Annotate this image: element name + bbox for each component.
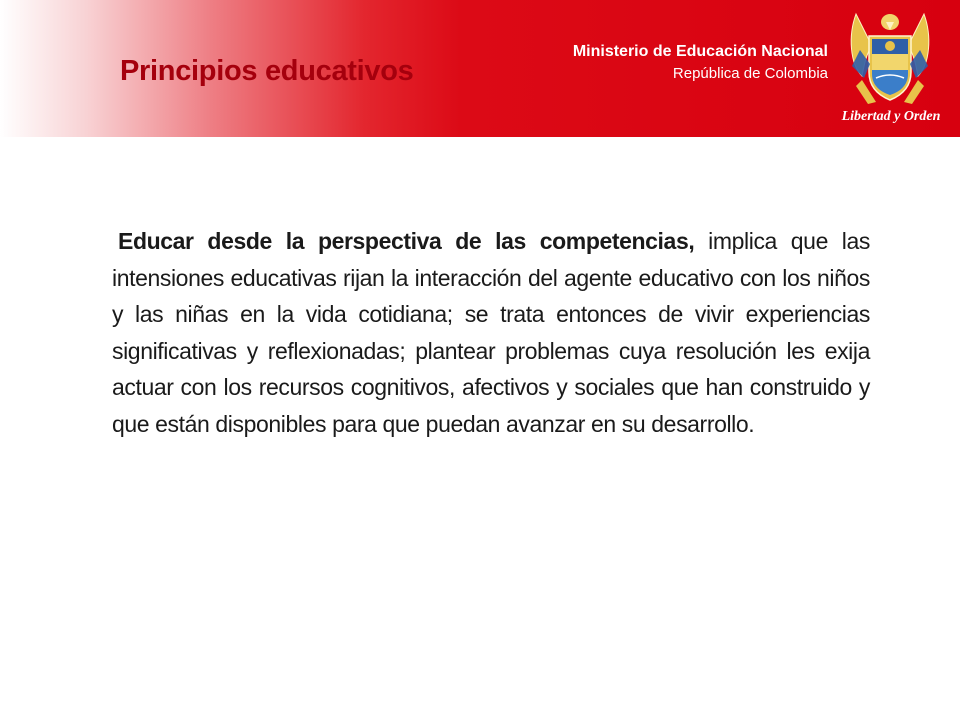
ministry-block: [573, 42, 828, 83]
ministry-name: Ministerio de Educación Nacional: [572, 43, 828, 60]
ministry-subtitle: República de Colombia: [672, 65, 828, 82]
body-paragraph: [112, 223, 870, 442]
slide-title: Principios educativos: [120, 55, 414, 87]
emblem-motto: Libertad y Orden: [841, 109, 941, 124]
body-lead-phrase: Educar desde la perspectiva de las competencias,: [118, 228, 695, 254]
body-text: implica que las intensiones educativas rijan la interacción del agente educativo con los niños y las niñas en la vida cotidiana; se trata entonces de vivir experiencias significativas y reflexionadas; plantear problemas cuya resolución les exija actuar con los recursos cognitivos, afectivos y sociales que han construido y que están disponibles para que puedan avanzar en su desarrollo.: [112, 228, 870, 437]
